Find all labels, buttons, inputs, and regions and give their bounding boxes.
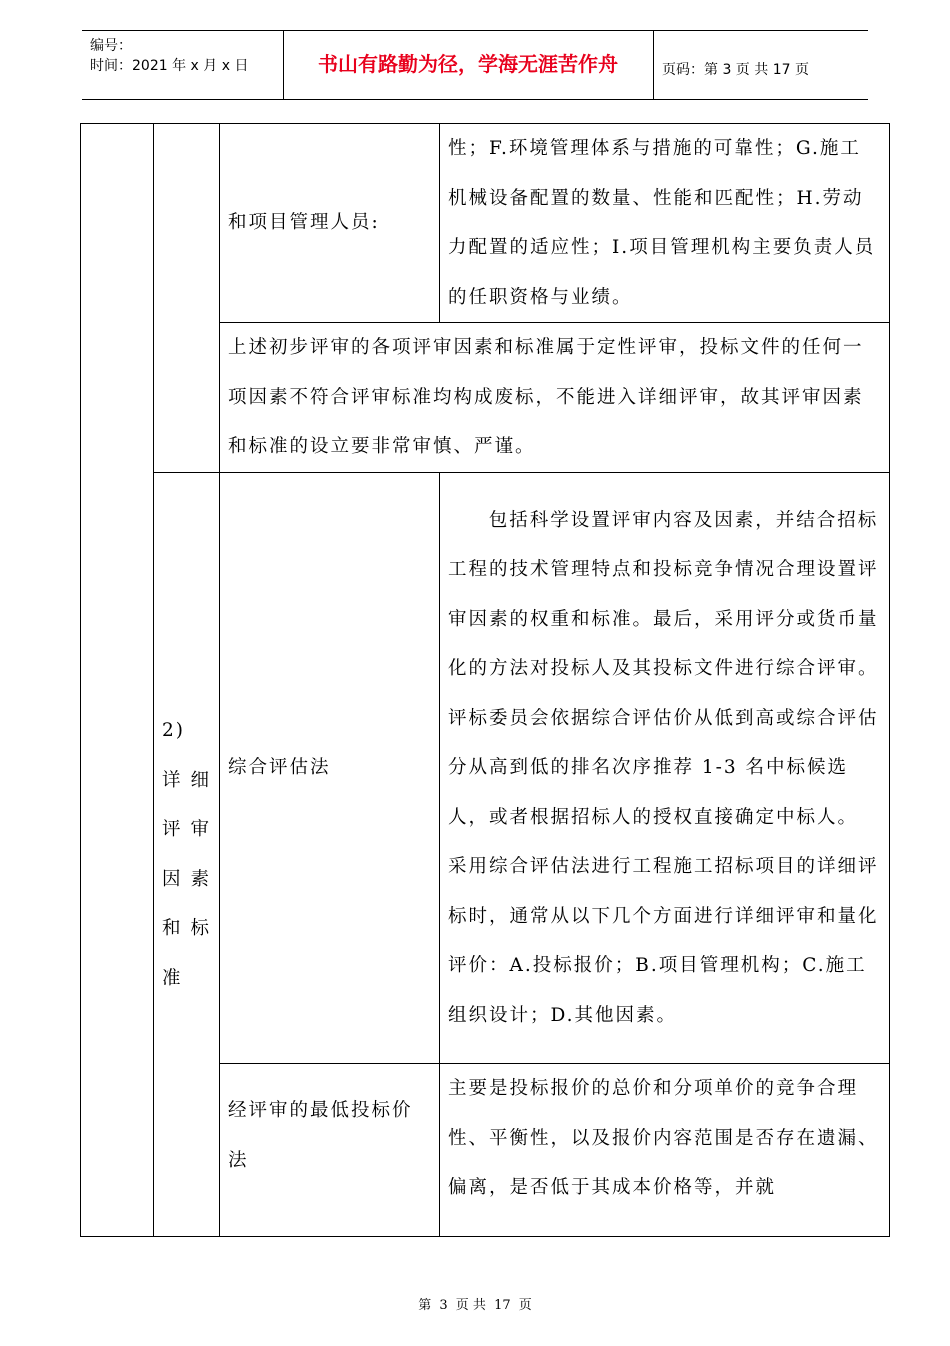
preliminary-review-note xyxy=(220,323,890,473)
criteria-table xyxy=(80,123,890,1237)
cell-text: 上述初步评审的各项评审因素和标准属于定性评审，投标文件的任何一项因素不符合评审标准均构成废标，不能进入详细评审，故其评审因素和标准的设立要非常审慎、严谨。 xyxy=(228,337,864,458)
document-date-label: 时间：2021 年 x 月 x 日 xyxy=(90,58,249,74)
footer-suffix: 页 xyxy=(518,1298,532,1313)
page-footer xyxy=(0,1294,950,1313)
header-motto: 书山有路勤为径，学海无涯苦作舟 xyxy=(318,52,618,76)
section-label-detailed-review xyxy=(154,473,220,1237)
row-content-lowest-bid-method xyxy=(440,1064,890,1237)
paragraph: 包括科学设置评审内容及因素，并结合招标工程的技术管理特点和投标竞争情况合理设置评审因素的权重和标准。最后，采用评分或货币量化的方法对投标人及其投标文件进行综合评审。评标委员会依据综合评估价从低到高或综合评估分从高到低的排名次序推荐 1-3 名中标候选人，或者根据招标人的授权直接确定中标人。 xyxy=(448,509,879,828)
row-label-project-staff xyxy=(220,124,440,323)
row-content-project-staff xyxy=(440,124,890,323)
page-indicator: 页码：第 3 页 共 17 页 xyxy=(662,62,809,78)
document-number-label: 编号： xyxy=(90,38,132,54)
cell-text: 综合评估法 xyxy=(228,757,331,779)
table-row xyxy=(81,124,890,323)
row-content-comprehensive-method xyxy=(440,473,890,1064)
table-row xyxy=(81,473,890,1064)
footer-total-pages: 17 xyxy=(494,1298,511,1313)
footer-prefix: 第 xyxy=(418,1298,432,1313)
footer-page-number: 3 xyxy=(439,1298,448,1313)
row-label-lowest-bid-method xyxy=(220,1064,440,1237)
table-empty-cell xyxy=(154,124,220,473)
cell-text: 主要是投标报价的总价和分项单价的竞争合理性、平衡性，以及报价内容范围是否存在遗漏、偏离，是否低于其成本价格等，并就 xyxy=(448,1078,879,1198)
cell-text: 性；F.环境管理体系与措施的可靠性；G.施工机械设备配置的数量、性能和匹配性；H.劳动力配置的适应性；I.项目管理机构主要负责人员的任职资格与业绩。 xyxy=(448,138,876,308)
footer-middle: 页 共 xyxy=(455,1298,486,1313)
cell-text: 经评审的最低投标价法 xyxy=(228,1100,413,1171)
cell-text: 和项目管理人员: xyxy=(228,212,380,234)
table-empty-column xyxy=(81,124,154,1237)
header-top-rule xyxy=(82,30,868,31)
header-bottom-rule xyxy=(82,99,868,100)
header-divider-right xyxy=(653,30,654,100)
row-label-comprehensive-method xyxy=(220,473,440,1064)
paragraph: 采用综合评估法进行工程施工招标项目的详细评标时，通常从以下几个方面进行详细评审和量化评价：A.投标报价；B.项目管理机构；C.施工组织设计；D.其他因素。 xyxy=(448,856,879,1026)
cell-text: 2) 详细评审因素和标准 xyxy=(162,720,211,989)
